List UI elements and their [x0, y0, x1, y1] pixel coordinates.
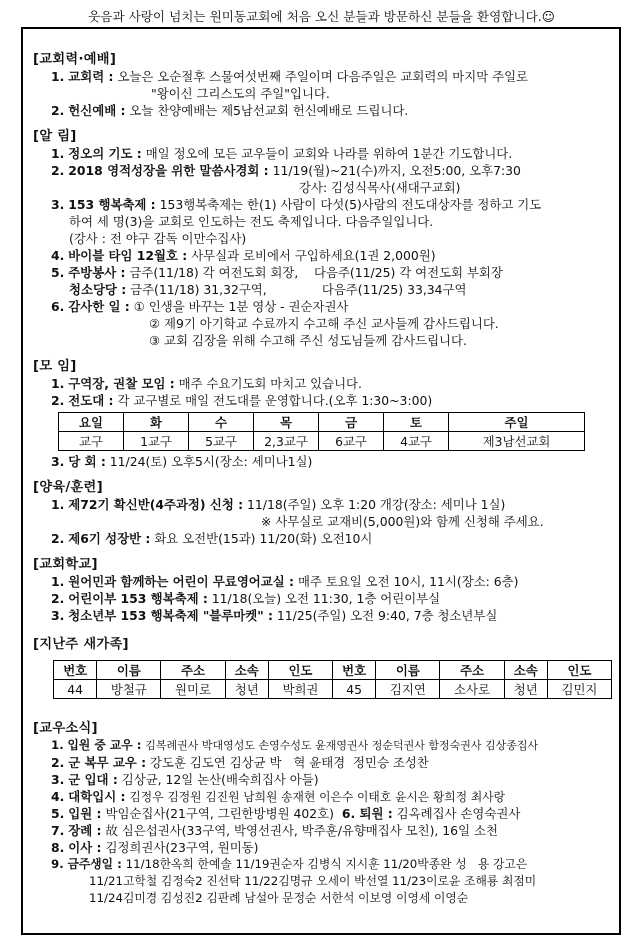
- table-cell: 45: [332, 680, 375, 699]
- table-cell: 1교구: [124, 432, 189, 451]
- newcomers-table: [53, 660, 612, 699]
- section-title: [양육/훈련]: [33, 480, 103, 495]
- notice-line: 하여 세 명(3)을 교회로 인도하는 전도 축제입니다. 다음주일입니다.: [69, 214, 434, 229]
- table-header-cell: 인도: [547, 661, 611, 680]
- table-header-cell: 소속: [504, 661, 547, 680]
- training-note: ※ 사무실로 교재비(5,000원)와 함께 신청해 주세요.: [261, 514, 544, 529]
- table-header-cell: 금: [319, 413, 384, 432]
- table-cell: 김민지: [547, 680, 611, 699]
- notice-line: 1. 정오의 기도 : 매일 정오에 모든 교우들이 교회와 나라를 위하여 1분간 기도합니다.: [51, 146, 513, 161]
- member-line: 3. 군 입대 : 김상균, 12일 논산(배숙희집사 아들): [51, 772, 319, 787]
- section-title: [알 림]: [33, 129, 77, 144]
- notice-line: 3. 153 행복축제 : 153행복축제는 한(1) 사람이 다섯(5)사람의 전도대상자를 정하고 기도: [51, 197, 542, 212]
- meeting-line: 3. 당 회 : 11/24(토) 오후5시(장소: 세미나1실): [51, 454, 313, 469]
- table-header-cell: 번호: [54, 661, 97, 680]
- table-header-cell: 이름: [376, 661, 440, 680]
- table-cell: 44: [54, 680, 97, 699]
- member-line: 11/21고학철 김정숙2 진선탁 11/22김명규 오세이 박선열 11/23이로윤 조해룡 최점미: [89, 874, 537, 888]
- calendar-line: "왕이신 그리스도의 주일"입니다.: [151, 86, 330, 101]
- table-cell: 5교구: [189, 432, 254, 451]
- table-header-cell: 주일: [449, 413, 585, 432]
- table-header-cell: 토: [384, 413, 449, 432]
- section-title: [교회력·예배]: [33, 52, 117, 67]
- table-cell: 제3남선교회: [449, 432, 585, 451]
- training-line: 1. 제72기 확신반(4주과정) 신청 : 11/18(주일) 오후 1:20 개강(장소: 세미나 1실): [51, 497, 506, 512]
- meeting-line: 2. 전도대 : 각 교구별로 매일 전도대를 운영합니다.(오후 1:30~3:00): [51, 393, 433, 408]
- notice-line: (강사 : 전 야구 감독 이만수집사): [69, 231, 247, 246]
- calendar-line: 2. 헌신예배 : 오늘 찬양예배는 제5남선교회 헌신예배로 드립니다.: [51, 103, 409, 118]
- member-line: 11/24김미경 김성진2 김판례 남설아 문정순 서한석 이보영 이영세 이영순: [89, 891, 469, 905]
- table-cell: 2,3교구: [254, 432, 319, 451]
- table-cell: 소사로: [440, 680, 504, 699]
- member-line: 5. 입원 : 박임순집사(21구역, 그린한방병원 402호) 6. 퇴원 : 김옥례집사 손영숙권사: [51, 806, 521, 821]
- meeting-line: 1. 구역장, 권찰 모임 : 매주 수요기도회 마치고 있습니다.: [51, 376, 362, 391]
- notice-line: 강사: 김성식목사(새대구교회): [299, 180, 461, 195]
- table-header-cell: 주소: [440, 661, 504, 680]
- table-header-cell: 수: [189, 413, 254, 432]
- section-title: [교우소식]: [33, 721, 98, 736]
- school-line: 3. 청소년부 153 행복축제 "블루마켓" : 11/25(주일) 오전 9:40, 7층 청소년부실: [51, 608, 498, 623]
- table-header-cell: 번호: [332, 661, 375, 680]
- training-line: 2. 제6기 성장반 : 화요 오전반(15과) 11/20(화) 오전10시: [51, 531, 373, 546]
- table-cell: 박희권: [268, 680, 332, 699]
- table-header-cell: 요일: [59, 413, 124, 432]
- school-line: 2. 어린이부 153 행복축제 : 11/18(오늘) 오전 11:30, 1층 어린이부실: [51, 591, 441, 606]
- member-line: 4. 대학입시 : 김정우 김정원 김진원 남희원 송재현 이은수 이태호 윤시은 황희정 최사랑: [51, 789, 506, 804]
- welcome-banner: 웃음과 사랑이 넘치는 원미동교회에 처음 오신 분들과 방문하신 분들을 환영합니다.☺: [88, 9, 555, 24]
- notice-line: ③ 교회 김장을 위해 수고해 주신 성도님들께 감사드립니다.: [149, 333, 467, 348]
- member-line: 7. 장례 : 故 심은섭권사(33구역, 박영선권사, 박주훈/유향매집사 모친), 16일 소천: [51, 823, 498, 838]
- table-header-cell: 화: [124, 413, 189, 432]
- table-header-cell: 주소: [161, 661, 225, 680]
- table-cell: 원미로: [161, 680, 225, 699]
- notice-line: ② 제9기 아기학교 수료까지 수고해 주신 교사들께 감사드립니다.: [149, 316, 499, 331]
- table-cell: 청년: [504, 680, 547, 699]
- table-cell: 청년: [225, 680, 268, 699]
- member-line: 1. 입원 중 교우 : 김복례권사 박대영성도 손영수성도 윤재영권사 정순덕권사 함정숙권사 김상종집사: [51, 738, 539, 752]
- notice-line: 6. 감사한 일 : ① 인생을 바꾸는 1분 영상 - 권순자권사: [51, 299, 349, 314]
- section-title: [모 임]: [33, 359, 77, 374]
- member-line: 8. 이사 : 김정희권사(23구역, 원미동): [51, 840, 259, 855]
- table-cell: 4교구: [384, 432, 449, 451]
- member-line: 2. 군 복무 교우 : 강도훈 김도연 김상균 박 혁 윤태경 정민승 조성찬: [51, 755, 429, 770]
- table-cell: 방철규: [97, 680, 161, 699]
- table-cell: 김지연: [376, 680, 440, 699]
- notice-line: 4. 바이블 타임 12월호 : 사무실과 로비에서 구입하세요(1권 2,000원): [51, 248, 436, 263]
- table-header-cell: 이름: [97, 661, 161, 680]
- table-header-cell: 인도: [268, 661, 332, 680]
- member-line: 9. 금주생일 : 11/18한옥희 한예솔 11/19권순자 김병식 지시훈 11/20박종완 성 용 강고은: [51, 857, 528, 871]
- table-cell: 교구: [59, 432, 124, 451]
- notice-line: 2. 2018 영적성장을 위한 말씀사경회 : 11/19(월)~21(수)까지, 오전5:00, 오후7:30: [51, 163, 521, 178]
- school-line: 1. 원어민과 함께하는 어린이 무료영어교실 : 매주 토요일 오전 10시, 11시(장소: 6층): [51, 574, 519, 589]
- section-title: [교회학교]: [33, 557, 98, 572]
- notice-line: 청소당당 : 금주(11/18) 31,32구역, 다음주(11/25) 33,34구역: [69, 282, 467, 297]
- table-header-cell: 목: [254, 413, 319, 432]
- section-title: [지난주 새가족]: [33, 637, 129, 652]
- table-cell: 6교구: [319, 432, 384, 451]
- notice-line: 5. 주방봉사 : 금주(11/18) 각 여전도회 회장, 다음주(11/25) 각 여전도회 부회장: [51, 265, 503, 280]
- table-header-cell: 소속: [225, 661, 268, 680]
- calendar-line: 1. 교회력 : 오늘은 오순절후 스물여섯번째 주일이며 다음주일은 교회력의 마지막 주일로: [51, 69, 529, 84]
- evangelism-schedule-table: [58, 412, 585, 451]
